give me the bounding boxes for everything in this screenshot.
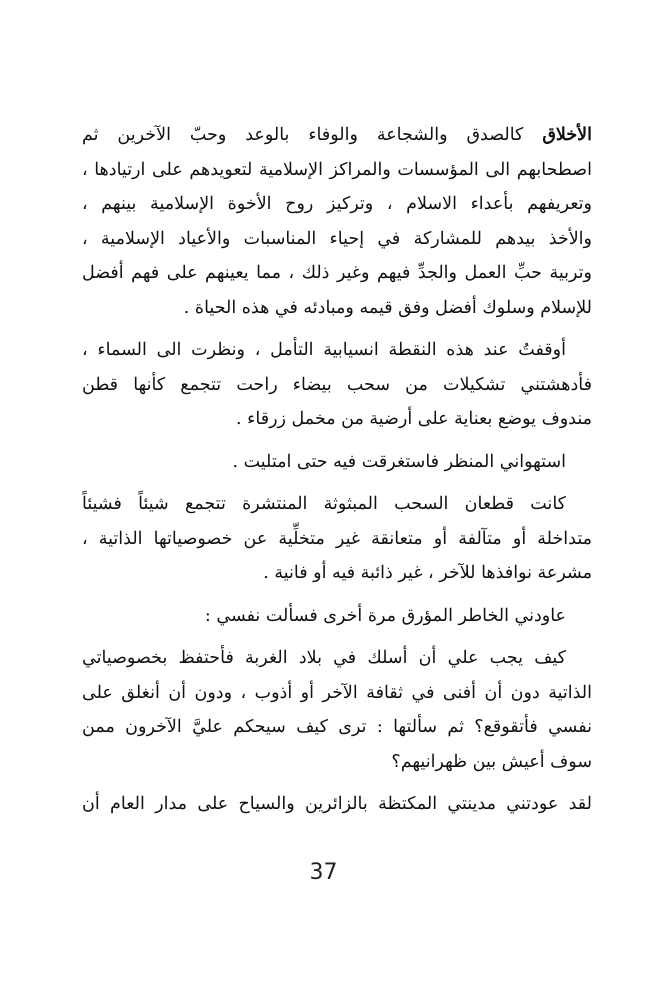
text-line: سوف أعيش بين ظهرانيهم؟ bbox=[391, 751, 592, 772]
text-line: مندوف يوضع بعناية على أرضية من مخمل زرقاء . bbox=[236, 409, 592, 429]
page-number: 37 bbox=[309, 860, 338, 885]
text-line: مشرعة نوافذها للآخر ، غير ذائبة فيه أو فانية . bbox=[263, 563, 592, 583]
text-line: كيف يجب علي أن أسلك في بلاد الغربة فأحتفظ بخصوصياتي bbox=[82, 648, 566, 668]
text-line: لقد عودتني مدينتي المكتظة بالزائرين والسياح على مدار العام أن bbox=[82, 794, 592, 814]
text-line: اصطحابهم الى المؤسسات والمراكز الإسلامية لتعويدهم على ارتيادها ، bbox=[82, 159, 592, 180]
text-line: وتربية حبِّ العمل والجدِّ فيهم وغير ذلك ، مما يعينهم على فهم أفضل bbox=[82, 263, 592, 283]
text-line: فأدهشتني تشكيلات من سحب بيضاء راحت تتجمع كأنها قطن bbox=[82, 374, 592, 395]
text-line: عاودني الخاطر المؤرق مرة أخرى فسألت نفسي : bbox=[204, 605, 566, 626]
text-line: الذاتية دون أن أفنى في ثقافة الآخر أو أذوب ، ودون أن أنغلق على bbox=[82, 682, 592, 703]
text-line: والأخذ بيدهم للمشاركة في إحياء المناسبات والأعياد الإسلامية ، bbox=[82, 228, 592, 249]
text-line: متداخلة أو متآلفة أو متعانقة غير متخلِّية عن خصوصياتها الذاتية ، bbox=[82, 528, 592, 549]
body-text bbox=[82, 118, 592, 822]
text-line: أوقفتُ عند هذه النقطة انسيابية التأمل ، ونظرت الى السماء ، bbox=[82, 340, 566, 360]
bold-lead-word: الأخلاق bbox=[542, 125, 592, 145]
text-line: نفسي فأتقوقع؟ ثم سألتها : ترى كيف سيحكم عليَّ الآخرون ممن bbox=[82, 717, 592, 737]
text-line: وتعريفهم بأعداء الاسلام ، وتركيز روح الأخوة الإسلامية بينهم ، bbox=[82, 194, 592, 214]
text-line: استهواني المنظر فاستغرقت فيه حتى امتليت . bbox=[232, 451, 566, 472]
text-line: كانت قطعان السحب المبثوثة المنتشرة تتجمع شيئاً فشيئاً bbox=[82, 494, 566, 514]
line-rest: كالصدق والشجاعة والوفاء بالوعد وحبّ الآخرين ثم bbox=[82, 125, 543, 145]
text-line bbox=[82, 118, 592, 153]
text-line: للإسلام وسلوك أفضل وفق قيمه ومبادئه في هذه الحياة . bbox=[183, 297, 592, 318]
